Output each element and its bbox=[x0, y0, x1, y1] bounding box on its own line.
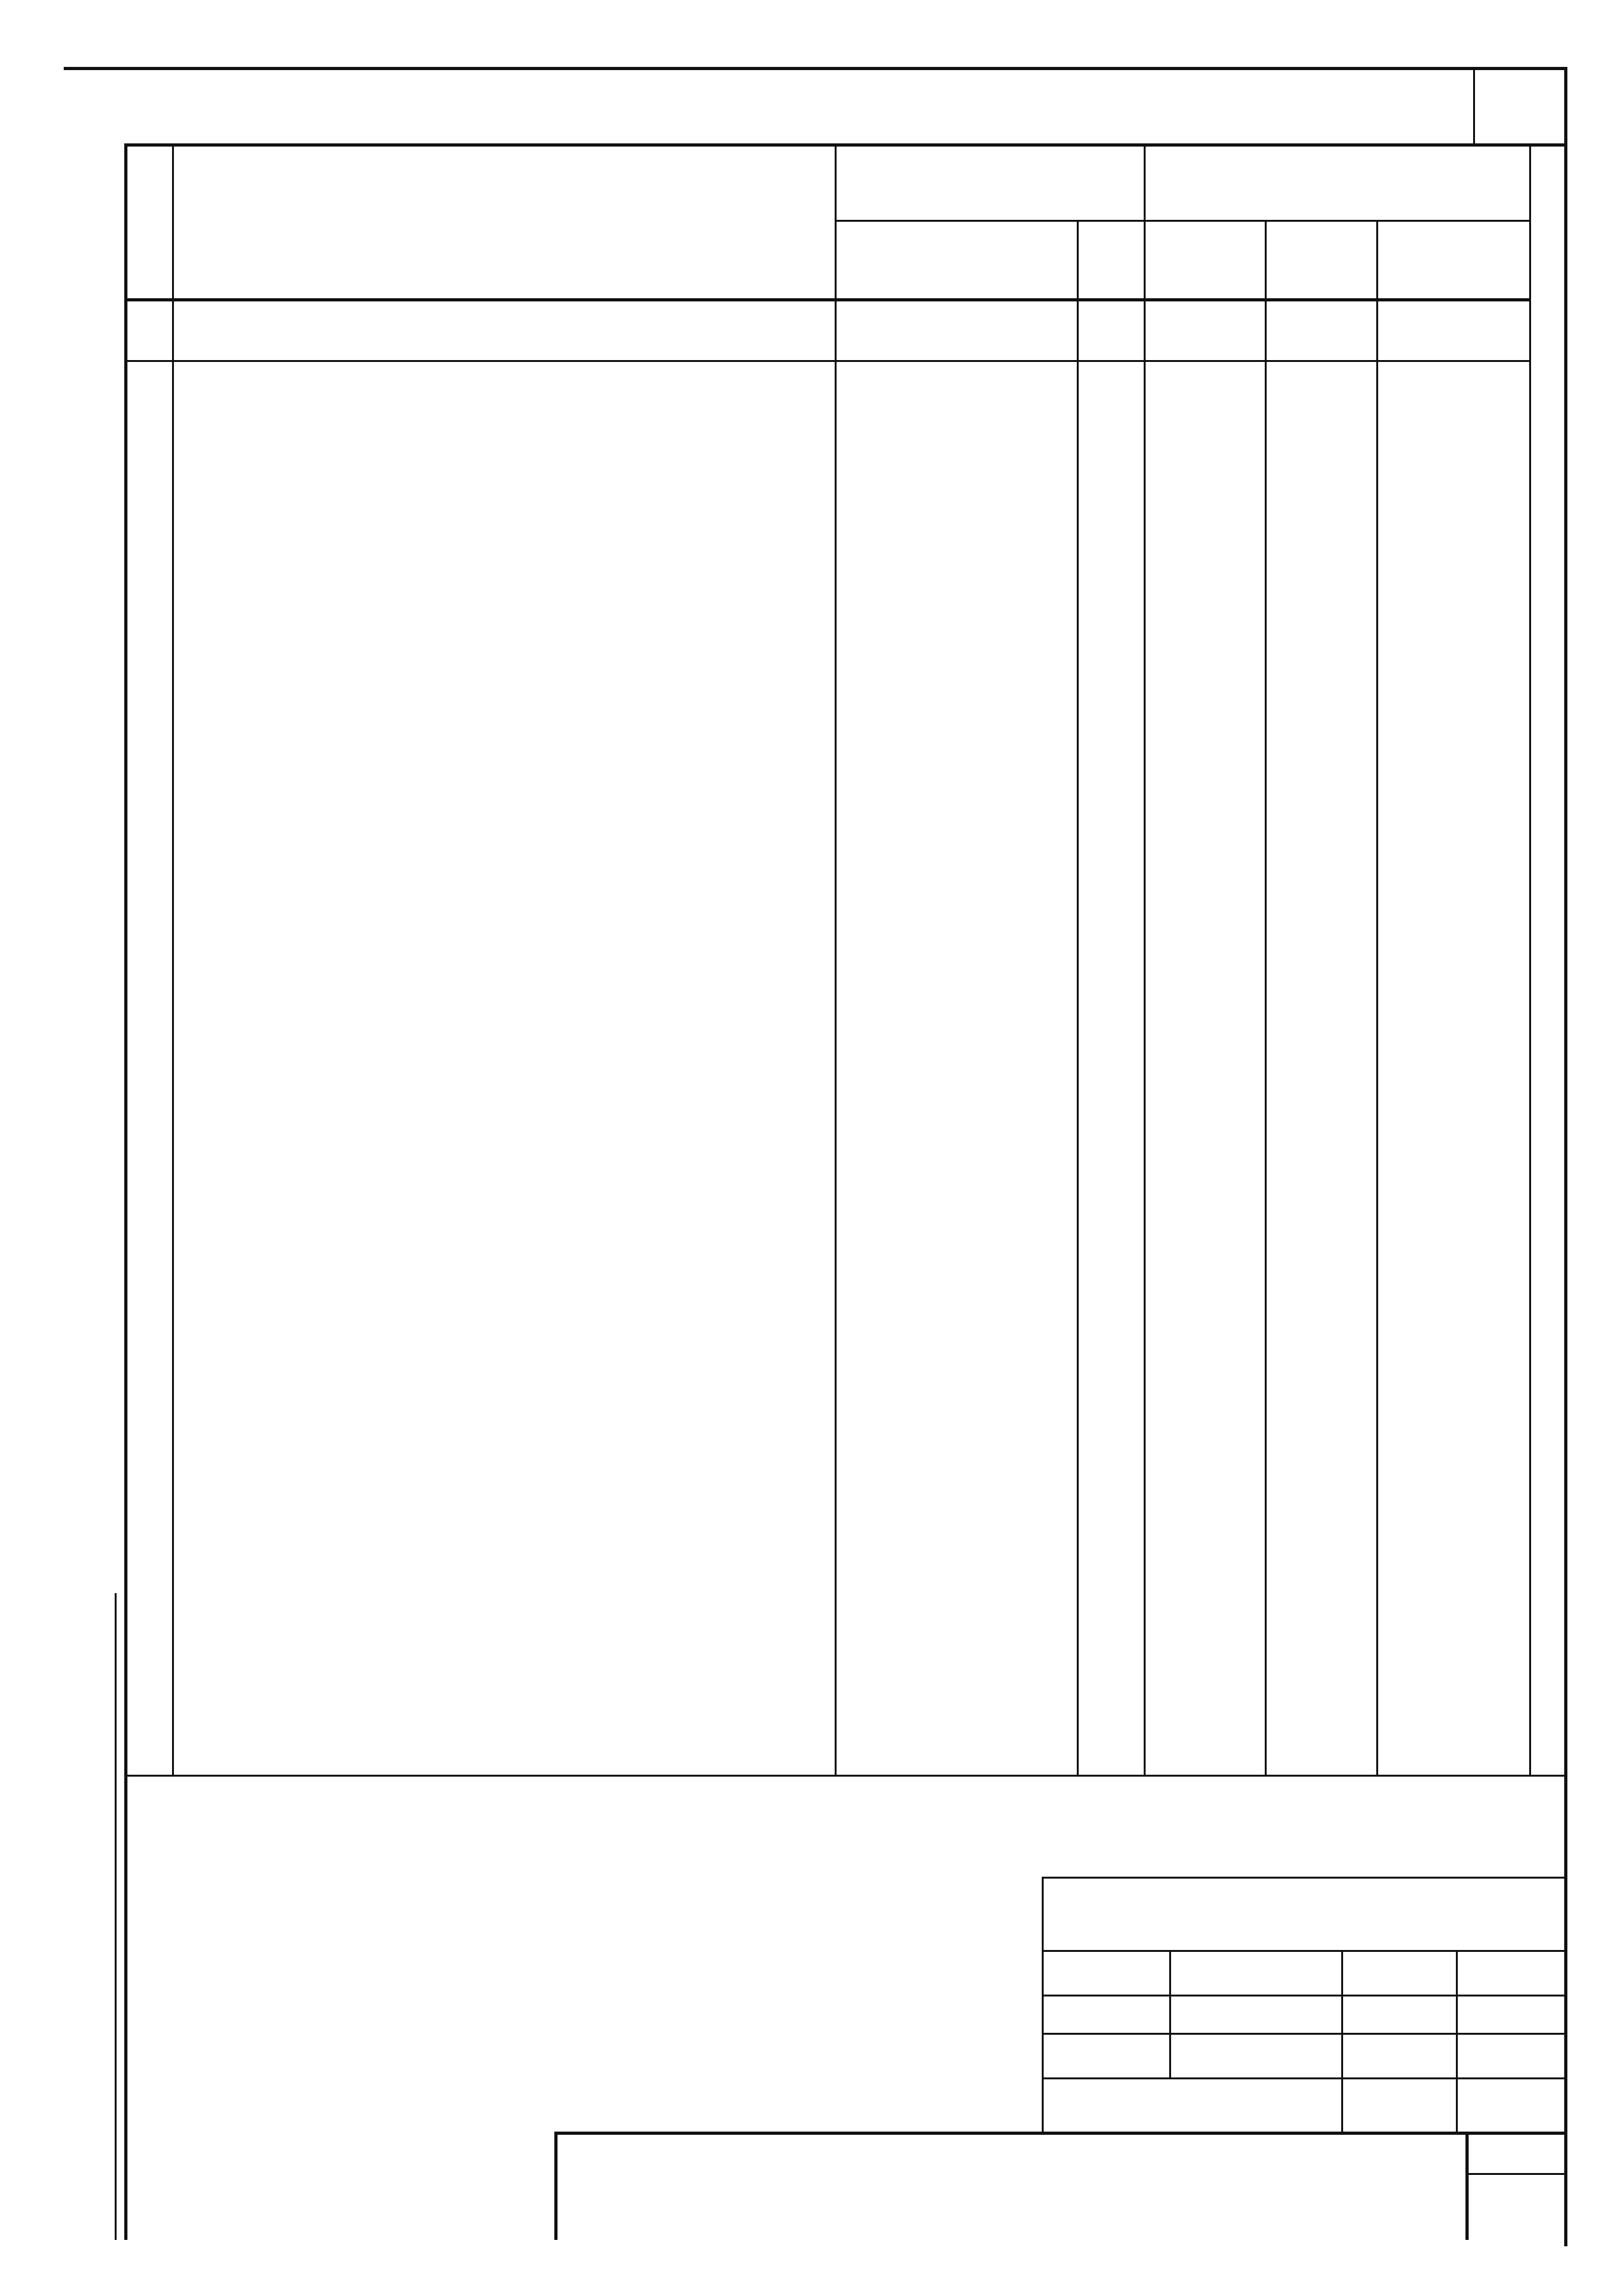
stamp-col-line-2 bbox=[1341, 1950, 1343, 2132]
col-line-typ bbox=[1265, 220, 1267, 1775]
title-block-top-line bbox=[554, 2132, 1567, 2135]
right-border-line bbox=[1564, 67, 1567, 2246]
row-line bbox=[124, 360, 1529, 362]
col-line-code bbox=[1077, 220, 1079, 1775]
page-number-box-left bbox=[1473, 67, 1475, 143]
stamp-column-line bbox=[115, 1593, 117, 2240]
col-line-name bbox=[835, 143, 837, 1775]
header-mid-line bbox=[835, 220, 1529, 222]
sheet-box-mid-line bbox=[1465, 2173, 1564, 2175]
sheet-box-left-line bbox=[1465, 2132, 1469, 2240]
top-border-line bbox=[64, 67, 1567, 70]
stamp-row-line-4 bbox=[1042, 2077, 1564, 2079]
stamp-row-line-1 bbox=[1042, 1950, 1564, 1952]
col-line-unit bbox=[1144, 143, 1146, 1775]
stamp-col-line-1 bbox=[1169, 1950, 1171, 2077]
col-line-num bbox=[172, 143, 174, 1775]
table-bottom-line bbox=[124, 1775, 1564, 1777]
stamp-col-line-3 bbox=[1456, 1950, 1458, 2132]
col-line-ind bbox=[1376, 220, 1378, 1775]
title-block-left-line bbox=[554, 2132, 558, 2240]
col-line-total bbox=[1529, 143, 1531, 1775]
stamp-row-line-2 bbox=[1042, 1995, 1564, 1996]
header-bottom-line bbox=[124, 298, 1529, 301]
table-top-line bbox=[124, 143, 1564, 147]
stamp-left-line bbox=[1042, 1877, 1044, 2132]
stamp-row-line-3 bbox=[1042, 2033, 1564, 2035]
stamp-top-line bbox=[1042, 1877, 1564, 1879]
left-frame-line bbox=[124, 143, 127, 2240]
